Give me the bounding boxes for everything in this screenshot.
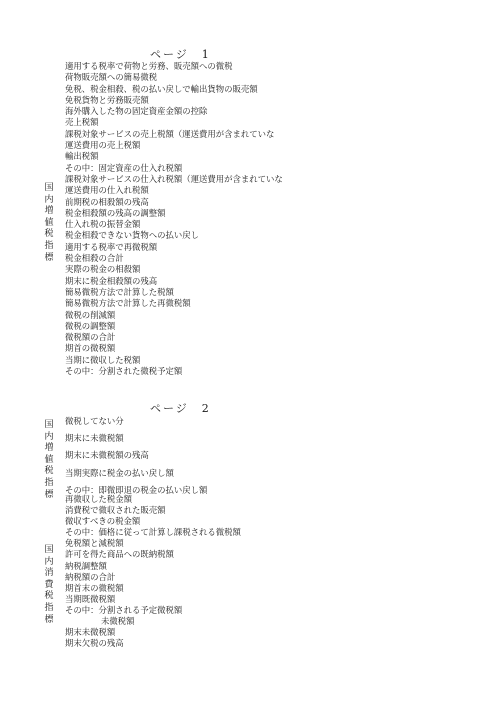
indicator-row: 輸出税額 xyxy=(65,151,99,162)
page-2-consumption-list xyxy=(65,494,485,649)
indicator-row: 微税の削減額 xyxy=(65,309,116,320)
page-1-indicator-list xyxy=(65,61,485,377)
indicator-row: 課税対象サービスの仕入れ税額（運送費用が含まれていな xyxy=(65,173,283,184)
page-1-side-label: 国内増値税指標 xyxy=(44,183,54,263)
indicator-row: 当期既微税額 xyxy=(65,593,116,604)
indicator-row: 当期実際に税金の払い戻し額 xyxy=(65,467,174,478)
indicator-row: 簡易微税方法で計算した再微税額 xyxy=(65,298,191,309)
indicator-row: 荷物販売額への簡易微税 xyxy=(65,72,158,83)
indicator-row: 前期税の相殺額の残高 xyxy=(65,196,149,207)
indicator-row: 未微税額 xyxy=(101,616,135,627)
indicator-row: 免税貨物と労務販売額 xyxy=(65,94,149,105)
indicator-row: 税金相殺額の残高の調整額 xyxy=(65,207,166,218)
page-2-side-label-consumption: 国内消費税指標 xyxy=(44,545,54,625)
indicator-row: 運送費用の売上税額 xyxy=(65,140,141,151)
indicator-row: 売上税額 xyxy=(65,117,99,128)
indicator-row: 納税調整額 xyxy=(65,560,107,571)
indicator-row: その中：即微即退の税金の払い戻し額 xyxy=(65,484,208,495)
indicator-row: 海外購入した物の固定資産金額の控除 xyxy=(65,106,208,117)
indicator-row: 免税額と減税額 xyxy=(65,538,124,549)
indicator-row: 微税額の合計 xyxy=(65,332,116,343)
indicator-row: 期末欠税の残高 xyxy=(65,638,124,649)
indicator-row: 課税対象サービスの売上税額（運送費用が含まれていな xyxy=(65,128,275,139)
indicator-row: その中：固定資産の仕入れ税額 xyxy=(65,162,183,173)
indicator-row: その中：分割される予定微税額 xyxy=(65,604,183,615)
indicator-row: 実際の税金の相殺額 xyxy=(65,264,141,275)
indicator-row: 税金相殺の合計 xyxy=(65,253,124,264)
indicator-row: 期末に未微税額の残高 xyxy=(65,450,149,461)
indicator-row: 微収すべきの税金額 xyxy=(65,516,141,527)
page-2-header: ページ 2 xyxy=(150,402,211,415)
indicator-row: 簡易微税方法で計算した税額 xyxy=(65,286,174,297)
page-2-side-label-vat: 国内増値税指標 xyxy=(44,420,54,500)
page-1-header: ページ 1 xyxy=(150,48,211,61)
indicator-row: その中：分割された微税予定額 xyxy=(65,366,183,377)
indicator-row: 期首末の微税額 xyxy=(65,582,124,593)
indicator-row: 適用する税率で荷物と労務、販売額への微税 xyxy=(65,61,233,71)
indicator-row: 免税、税金相殺、税の払い戻しで輸出貨物の販売額 xyxy=(65,83,258,94)
indicator-row: その中：価格に従って計算し課税される微税額 xyxy=(65,527,241,538)
indicator-row: 微税の調整額 xyxy=(65,320,116,331)
indicator-row: 許可を得た商品への既納税額 xyxy=(65,549,174,560)
indicator-row: 消費税で微収された販売額 xyxy=(65,505,166,516)
indicator-row: 再微収した税金額 xyxy=(65,494,132,504)
indicator-row: 期末未微税額 xyxy=(65,627,116,638)
indicator-row: 微税してない分 xyxy=(65,416,124,426)
indicator-row: 期末に税金相殺額の残高 xyxy=(65,275,158,286)
indicator-row: 期首の微税額 xyxy=(65,343,116,354)
indicator-row: 期末に未微税額 xyxy=(65,433,124,444)
page-2-vat-list xyxy=(65,413,485,499)
indicator-row: 納税額の合計 xyxy=(65,571,116,582)
indicator-row: 運送費用の仕入れ税額 xyxy=(65,185,149,196)
indicator-row: 適用する税率で再微税額 xyxy=(65,241,158,252)
indicator-row: 当期に微収した税額 xyxy=(65,354,141,365)
indicator-row: 税金相殺できない貨物への払い戻し xyxy=(65,230,199,241)
indicator-row: 仕入れ税の振替金額 xyxy=(65,219,141,230)
